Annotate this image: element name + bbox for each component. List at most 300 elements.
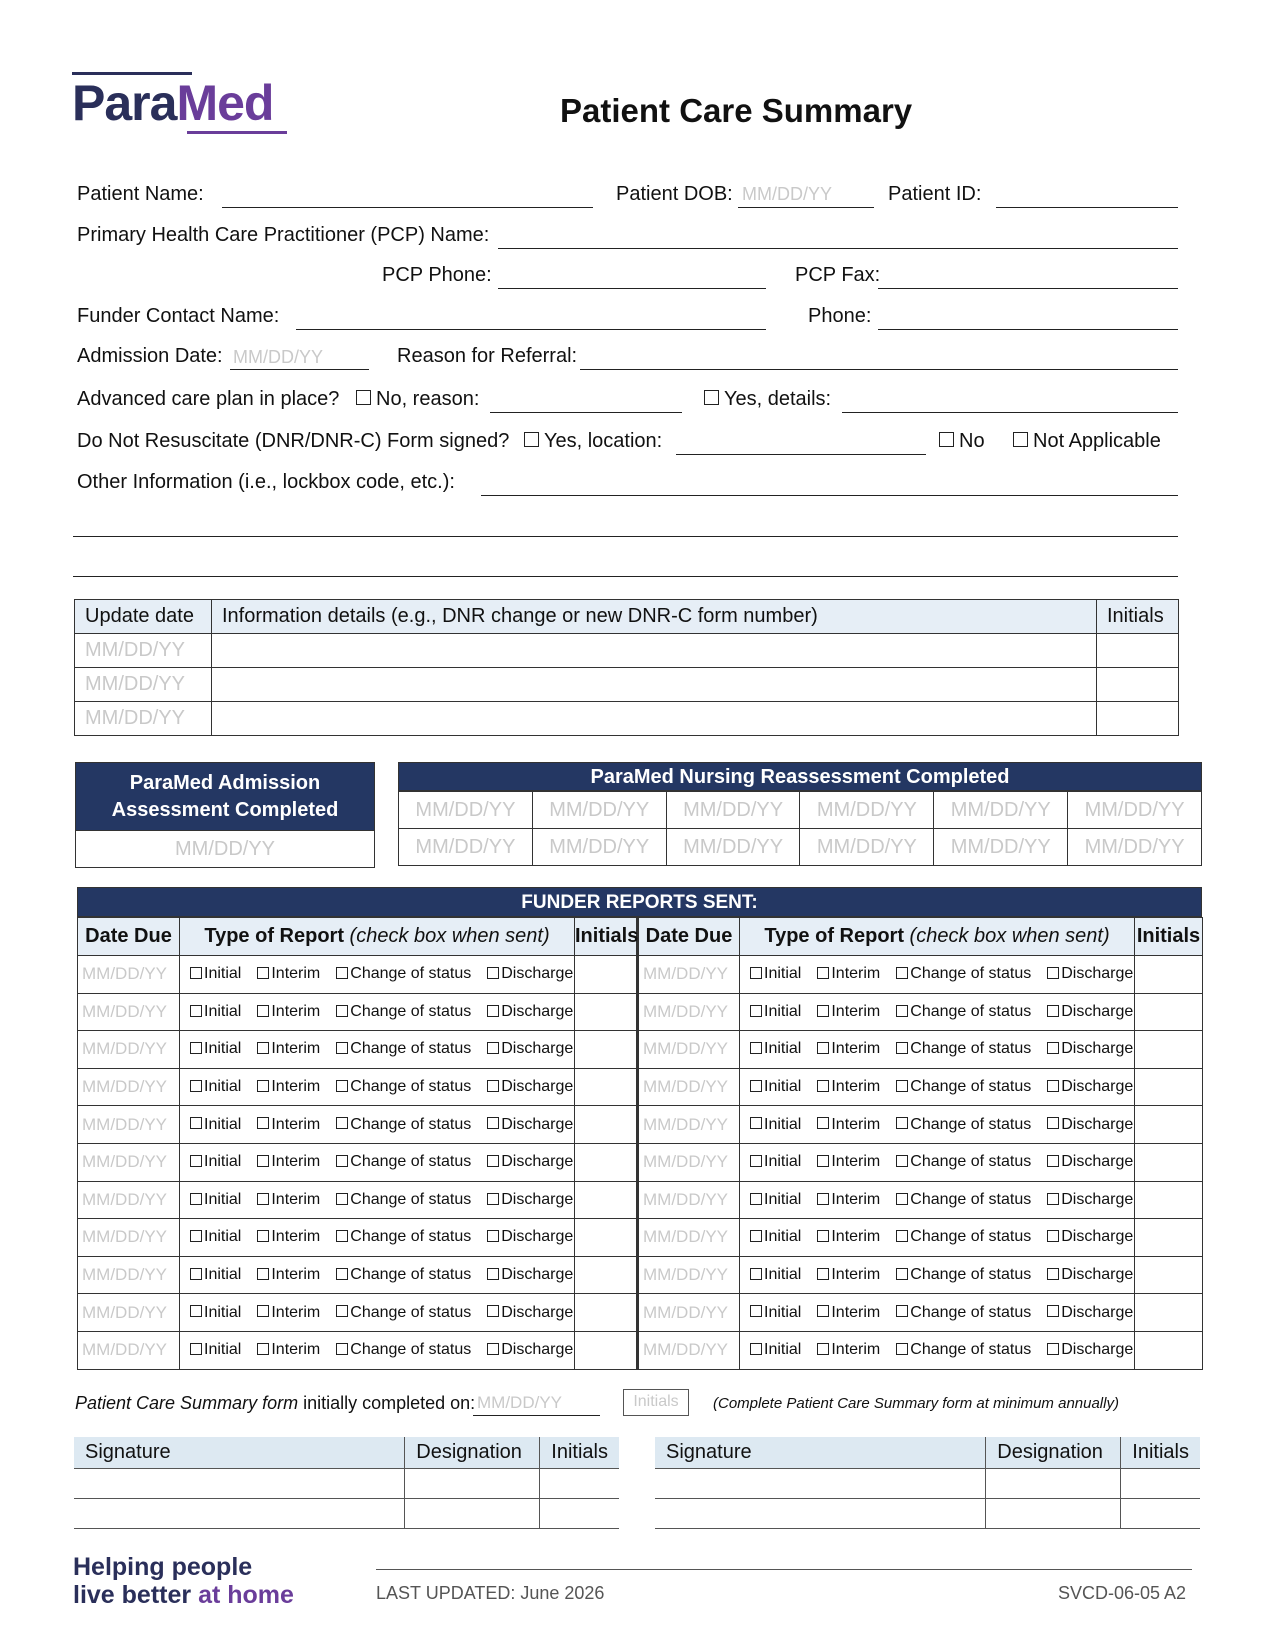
option-discharge[interactable] — [487, 1191, 573, 1209]
discharge-checkbox[interactable] — [1047, 1268, 1059, 1280]
discharge-checkbox[interactable] — [487, 1305, 499, 1317]
date-due-cell[interactable]: MM/DD/YY — [638, 956, 740, 994]
discharge-checkbox[interactable] — [1047, 1343, 1059, 1355]
interim-checkbox[interactable] — [257, 1005, 269, 1017]
option-discharge[interactable] — [1047, 1078, 1133, 1096]
update-date-cell[interactable]: MM/DD/YY — [75, 702, 212, 736]
option-change-of-status[interactable] — [896, 1116, 1031, 1134]
date-due-cell[interactable]: MM/DD/YY — [638, 1219, 740, 1257]
date-due-cell[interactable]: MM/DD/YY — [638, 1068, 740, 1106]
update-date-cell[interactable]: MM/DD/YY — [75, 668, 212, 702]
reassessment-date-cell[interactable]: MM/DD/YY — [934, 829, 1068, 866]
change-of-status-checkbox[interactable] — [896, 1305, 908, 1317]
reassessment-date-cell[interactable]: MM/DD/YY — [1068, 792, 1202, 829]
form-code: SVCD-06-05 A2 — [1058, 1583, 1187, 1603]
option-interim[interactable] — [257, 1003, 320, 1021]
completion-date-field[interactable]: MM/DD/YY — [477, 1393, 562, 1412]
option-change-of-status[interactable] — [336, 1040, 471, 1058]
option-initial[interactable] — [190, 1341, 241, 1359]
signature-cell[interactable] — [655, 1498, 986, 1528]
discharge-label: Discharge — [1061, 1040, 1134, 1058]
date-due-cell[interactable]: MM/DD/YY — [638, 1143, 740, 1181]
discharge-checkbox[interactable] — [487, 1155, 499, 1167]
initial-checkbox[interactable] — [750, 1305, 762, 1317]
funder-contact-field[interactable] — [296, 328, 766, 330]
phone-field[interactable] — [878, 328, 1178, 330]
discharge-checkbox[interactable] — [487, 967, 499, 979]
change-of-status-checkbox[interactable] — [336, 967, 348, 979]
discharge-checkbox[interactable] — [1047, 1193, 1059, 1205]
initial-checkbox[interactable] — [190, 1042, 202, 1054]
designation-cell[interactable] — [405, 1498, 540, 1528]
date-due-cell[interactable]: MM/DD/YY — [638, 993, 740, 1031]
funder-initials-cell[interactable] — [1135, 1068, 1203, 1106]
acp-yes-checkbox[interactable] — [704, 390, 719, 405]
tagline-line-2a: live better — [73, 1581, 199, 1609]
option-interim[interactable] — [257, 1341, 320, 1359]
initials-cell[interactable] — [540, 1468, 619, 1498]
option-initial[interactable] — [190, 1003, 241, 1021]
update-details-cell[interactable] — [212, 634, 1097, 668]
initial-label: Initial — [764, 1002, 802, 1020]
change-of-status-checkbox[interactable] — [896, 1268, 908, 1280]
option-discharge[interactable] — [1047, 1003, 1133, 1021]
date-due-cell[interactable]: MM/DD/YY — [638, 1031, 740, 1069]
initial-label: Initial — [764, 1153, 802, 1171]
change-of-status-checkbox[interactable] — [896, 1155, 908, 1167]
initials-cell[interactable] — [1121, 1498, 1200, 1528]
option-initial[interactable] — [750, 1040, 801, 1058]
option-initial[interactable] — [750, 1228, 801, 1246]
dnr-na-option[interactable] — [1013, 430, 1161, 453]
option-initial[interactable] — [750, 1266, 801, 1284]
option-initial[interactable] — [190, 1304, 241, 1322]
date-due-cell[interactable]: MM/DD/YY — [78, 1294, 180, 1332]
date-due-cell[interactable]: MM/DD/YY — [78, 956, 180, 994]
option-interim[interactable] — [817, 1003, 880, 1021]
option-interim[interactable] — [257, 1040, 320, 1058]
designation-cell[interactable] — [986, 1498, 1121, 1528]
discharge-checkbox[interactable] — [487, 1042, 499, 1054]
option-change-of-status[interactable] — [896, 1191, 1031, 1209]
option-initial[interactable] — [750, 1078, 801, 1096]
option-initial[interactable] — [190, 1078, 241, 1096]
report-type-cell — [180, 1219, 575, 1257]
discharge-checkbox[interactable] — [1047, 967, 1059, 979]
funder-initials-cell[interactable] — [575, 1219, 638, 1257]
discharge-checkbox[interactable] — [1047, 1042, 1059, 1054]
discharge-checkbox[interactable] — [487, 1230, 499, 1242]
last-updated: LAST UPDATED: June 2026 — [376, 1583, 605, 1603]
funder-initials-cell[interactable] — [1135, 1143, 1203, 1181]
interim-checkbox[interactable] — [257, 1305, 269, 1317]
update-date-cell[interactable]: MM/DD/YY — [75, 634, 212, 668]
option-initial[interactable] — [190, 1228, 241, 1246]
change-of-status-checkbox[interactable] — [896, 1042, 908, 1054]
initial-checkbox[interactable] — [750, 1117, 762, 1129]
option-interim[interactable] — [817, 1078, 880, 1096]
discharge-checkbox[interactable] — [487, 1117, 499, 1129]
date-due-cell[interactable]: MM/DD/YY — [78, 993, 180, 1031]
option-change-of-status[interactable] — [896, 1003, 1031, 1021]
option-interim[interactable] — [257, 965, 320, 983]
table-row — [655, 1468, 1200, 1498]
initial-checkbox[interactable] — [750, 1268, 762, 1280]
interim-label: Interim — [271, 965, 321, 983]
change-of-status-checkbox[interactable] — [336, 1230, 348, 1242]
option-change-of-status[interactable] — [336, 1078, 471, 1096]
dnr-location-field[interactable] — [676, 453, 926, 455]
admission-line-1: ParaMed Admission — [129, 772, 321, 794]
discharge-label: Discharge — [501, 1266, 574, 1284]
date-due-cell[interactable]: MM/DD/YY — [638, 1256, 740, 1294]
initial-checkbox[interactable] — [190, 1193, 202, 1205]
option-change-of-status[interactable] — [896, 1228, 1031, 1246]
funder-initials-cell[interactable] — [1135, 1219, 1203, 1257]
change-of-status-checkbox[interactable] — [896, 1193, 908, 1205]
admission-assessment-date[interactable]: MM/DD/YY — [76, 830, 374, 867]
option-initial[interactable] — [750, 1003, 801, 1021]
funder-initials-header — [575, 918, 638, 956]
dnr-yes-option[interactable] — [524, 430, 662, 453]
acp-yes-option[interactable] — [704, 388, 831, 411]
option-initial[interactable] — [750, 1116, 801, 1134]
discharge-checkbox[interactable] — [487, 1193, 499, 1205]
table-row — [78, 956, 1203, 994]
initial-checkbox[interactable] — [750, 967, 762, 979]
interim-checkbox[interactable] — [257, 967, 269, 979]
update-details-cell[interactable] — [212, 702, 1097, 736]
dnr-no-option[interactable] — [939, 430, 985, 453]
option-change-of-status[interactable] — [336, 1003, 471, 1021]
designation-cell[interactable] — [986, 1468, 1121, 1498]
funder-initials-cell[interactable] — [575, 1331, 638, 1369]
option-change-of-status[interactable] — [336, 1153, 471, 1171]
date-due-cell[interactable]: MM/DD/YY — [78, 1143, 180, 1181]
option-change-of-status[interactable] — [896, 1266, 1031, 1284]
initial-checkbox[interactable] — [750, 1230, 762, 1242]
initial-checkbox[interactable] — [750, 1005, 762, 1017]
change-of-status-checkbox[interactable] — [896, 967, 908, 979]
initial-checkbox[interactable] — [190, 967, 202, 979]
interim-checkbox[interactable] — [817, 1080, 829, 1092]
date-due-cell[interactable]: MM/DD/YY — [78, 1256, 180, 1294]
date-due-cell[interactable]: MM/DD/YY — [638, 1294, 740, 1332]
admission-date-field[interactable]: MM/DD/YY — [233, 347, 323, 367]
funder-initials-cell[interactable] — [1135, 1181, 1203, 1219]
option-discharge[interactable] — [1047, 965, 1133, 983]
option-discharge[interactable] — [487, 1078, 573, 1096]
option-change-of-status[interactable] — [896, 1040, 1031, 1058]
option-interim[interactable] — [817, 1341, 880, 1359]
option-interim[interactable] — [817, 1191, 880, 1209]
reassessment-date-cell[interactable]: MM/DD/YY — [532, 829, 666, 866]
initial-checkbox[interactable] — [190, 1268, 202, 1280]
option-change-of-status[interactable] — [896, 1304, 1031, 1322]
initial-checkbox[interactable] — [750, 1080, 762, 1092]
interim-checkbox[interactable] — [817, 1230, 829, 1242]
option-discharge[interactable] — [1047, 1304, 1133, 1322]
acp-yes-label: Yes, details: — [724, 388, 832, 410]
date-due-cell[interactable]: MM/DD/YY — [638, 1331, 740, 1369]
option-change-of-status[interactable] — [336, 1116, 471, 1134]
initial-checkbox[interactable] — [750, 1343, 762, 1355]
initials-cell[interactable] — [540, 1498, 619, 1528]
pcp-phone-field[interactable] — [498, 287, 766, 289]
interim-checkbox[interactable] — [257, 1230, 269, 1242]
change-of-status-checkbox[interactable] — [896, 1230, 908, 1242]
acp-no-option[interactable] — [356, 388, 479, 411]
initials-cell[interactable] — [1121, 1468, 1200, 1498]
discharge-checkbox[interactable] — [487, 1268, 499, 1280]
date-due-cell[interactable]: MM/DD/YY — [78, 1068, 180, 1106]
patient-dob-field[interactable]: MM/DD/YY — [742, 184, 832, 204]
option-change-of-status[interactable] — [336, 1341, 471, 1359]
other-info-field[interactable] — [481, 494, 1178, 496]
date-due-cell[interactable]: MM/DD/YY — [78, 1106, 180, 1144]
table-row — [399, 792, 1202, 829]
option-interim[interactable] — [817, 1153, 880, 1171]
date-due-cell[interactable]: MM/DD/YY — [78, 1331, 180, 1369]
interim-checkbox[interactable] — [817, 1117, 829, 1129]
change-of-status-checkbox[interactable] — [336, 1117, 348, 1129]
option-change-of-status[interactable] — [336, 965, 471, 983]
change-of-status-checkbox[interactable] — [336, 1042, 348, 1054]
change-of-status-checkbox[interactable] — [336, 1005, 348, 1017]
change-of-status-checkbox[interactable] — [896, 1343, 908, 1355]
reassessment-date-cell[interactable]: MM/DD/YY — [666, 829, 800, 866]
option-discharge[interactable] — [487, 1304, 573, 1322]
update-details-cell[interactable] — [212, 668, 1097, 702]
discharge-checkbox[interactable] — [1047, 1305, 1059, 1317]
initial-checkbox[interactable] — [190, 1080, 202, 1092]
option-change-of-status[interactable] — [336, 1191, 471, 1209]
acp-no-checkbox[interactable] — [356, 390, 371, 405]
interim-checkbox[interactable] — [817, 1193, 829, 1205]
option-initial[interactable] — [190, 965, 241, 983]
option-discharge[interactable] — [487, 1040, 573, 1058]
patient-id-field[interactable] — [996, 206, 1178, 208]
option-interim[interactable] — [257, 1191, 320, 1209]
reason-referral-field[interactable] — [580, 368, 1178, 370]
change-of-status-checkbox[interactable] — [336, 1193, 348, 1205]
funder-initials-cell[interactable] — [575, 1031, 638, 1069]
reassessment-date-cell[interactable]: MM/DD/YY — [934, 792, 1068, 829]
funder-initials-cell[interactable] — [1135, 1256, 1203, 1294]
option-discharge[interactable] — [1047, 1191, 1133, 1209]
initial-checkbox[interactable] — [190, 1230, 202, 1242]
reassessment-date-cell[interactable]: MM/DD/YY — [399, 792, 533, 829]
option-discharge[interactable] — [1047, 1116, 1133, 1134]
dnr-no-checkbox[interactable] — [939, 432, 954, 447]
completion-initials-box[interactable]: Initials — [623, 1389, 689, 1416]
initial-checkbox[interactable] — [190, 1305, 202, 1317]
option-change-of-status[interactable] — [336, 1228, 471, 1246]
funder-initials-cell[interactable] — [1135, 1106, 1203, 1144]
option-interim[interactable] — [257, 1116, 320, 1134]
option-interim[interactable] — [257, 1228, 320, 1246]
change-of-status-checkbox[interactable] — [336, 1155, 348, 1167]
change-of-status-label: Change of status — [910, 1078, 1032, 1096]
dnr-yes-checkbox[interactable] — [524, 432, 539, 447]
reassessment-date-cell[interactable]: MM/DD/YY — [532, 792, 666, 829]
option-initial[interactable] — [190, 1266, 241, 1284]
patient-name-field[interactable] — [222, 206, 593, 208]
funder-initials-cell[interactable] — [575, 993, 638, 1031]
option-initial[interactable] — [190, 1116, 241, 1134]
interim-checkbox[interactable] — [817, 1042, 829, 1054]
option-discharge[interactable] — [1047, 1341, 1133, 1359]
option-discharge[interactable] — [487, 1003, 573, 1021]
option-initial[interactable] — [190, 1153, 241, 1171]
pcp-fax-field[interactable] — [878, 287, 1178, 289]
reassessment-date-cell[interactable]: MM/DD/YY — [800, 792, 934, 829]
date-due-cell[interactable]: MM/DD/YY — [638, 1106, 740, 1144]
funder-initials-cell[interactable] — [1135, 1294, 1203, 1332]
signature-cell[interactable] — [655, 1468, 986, 1498]
update-initials-cell[interactable] — [1097, 634, 1179, 668]
interim-label: Interim — [831, 1190, 881, 1208]
change-of-status-checkbox[interactable] — [896, 1080, 908, 1092]
change-of-status-checkbox[interactable] — [336, 1268, 348, 1280]
funder-initials-cell[interactable] — [575, 1256, 638, 1294]
initial-checkbox[interactable] — [190, 1117, 202, 1129]
interim-checkbox[interactable] — [817, 1305, 829, 1317]
dnr-na-checkbox[interactable] — [1013, 432, 1028, 447]
initial-checkbox[interactable] — [190, 1343, 202, 1355]
option-interim[interactable] — [257, 1266, 320, 1284]
option-discharge[interactable] — [487, 1116, 573, 1134]
option-change-of-status[interactable] — [896, 1078, 1031, 1096]
interim-checkbox[interactable] — [257, 1117, 269, 1129]
signature-cell[interactable] — [74, 1468, 405, 1498]
reassessment-date-cell[interactable]: MM/DD/YY — [666, 792, 800, 829]
update-initials-cell[interactable] — [1097, 702, 1179, 736]
interim-checkbox[interactable] — [817, 1155, 829, 1167]
option-interim[interactable] — [257, 1078, 320, 1096]
option-discharge[interactable] — [487, 1341, 573, 1359]
initial-checkbox[interactable] — [750, 1155, 762, 1167]
funder-initials-cell[interactable] — [575, 956, 638, 994]
option-change-of-status[interactable] — [896, 965, 1031, 983]
initial-checkbox[interactable] — [190, 1005, 202, 1017]
funder-initials-cell[interactable] — [575, 1068, 638, 1106]
date-due-cell[interactable]: MM/DD/YY — [78, 1181, 180, 1219]
option-discharge[interactable] — [487, 1153, 573, 1171]
change-of-status-checkbox[interactable] — [336, 1305, 348, 1317]
initial-checkbox[interactable] — [750, 1042, 762, 1054]
funder-initials-cell[interactable] — [1135, 1331, 1203, 1369]
option-interim[interactable] — [817, 1116, 880, 1134]
option-initial[interactable] — [750, 1153, 801, 1171]
discharge-checkbox[interactable] — [1047, 1117, 1059, 1129]
discharge-checkbox[interactable] — [1047, 1155, 1059, 1167]
interim-checkbox[interactable] — [257, 1155, 269, 1167]
funder-initials-cell[interactable] — [575, 1106, 638, 1144]
funder-initials-cell[interactable] — [1135, 956, 1203, 994]
option-discharge[interactable] — [487, 1228, 573, 1246]
interim-checkbox[interactable] — [817, 1268, 829, 1280]
option-initial[interactable] — [190, 1040, 241, 1058]
funder-initials-cell[interactable] — [1135, 1031, 1203, 1069]
date-due-cell[interactable]: MM/DD/YY — [78, 1219, 180, 1257]
funder-initials-cell[interactable] — [575, 1294, 638, 1332]
date-due-cell[interactable]: MM/DD/YY — [638, 1181, 740, 1219]
change-of-status-checkbox[interactable] — [896, 1117, 908, 1129]
option-interim[interactable] — [817, 1304, 880, 1322]
option-initial[interactable] — [750, 965, 801, 983]
interim-checkbox[interactable] — [257, 1080, 269, 1092]
change-of-status-checkbox[interactable] — [336, 1080, 348, 1092]
designation-cell[interactable] — [405, 1468, 540, 1498]
discharge-checkbox[interactable] — [1047, 1005, 1059, 1017]
interim-checkbox[interactable] — [257, 1343, 269, 1355]
discharge-checkbox[interactable] — [1047, 1080, 1059, 1092]
discharge-checkbox[interactable] — [487, 1005, 499, 1017]
option-initial[interactable] — [750, 1304, 801, 1322]
option-change-of-status[interactable] — [896, 1341, 1031, 1359]
option-interim[interactable] — [817, 1040, 880, 1058]
funder-initials-cell[interactable] — [575, 1181, 638, 1219]
option-initial[interactable] — [750, 1191, 801, 1209]
funder-initials-cell[interactable] — [575, 1143, 638, 1181]
pcp-name-field[interactable] — [498, 247, 1178, 249]
option-interim[interactable] — [817, 1228, 880, 1246]
interim-checkbox[interactable] — [817, 1005, 829, 1017]
option-change-of-status[interactable] — [336, 1304, 471, 1322]
update-initials-cell[interactable] — [1097, 668, 1179, 702]
initial-checkbox[interactable] — [750, 1193, 762, 1205]
option-discharge[interactable] — [1047, 1153, 1133, 1171]
date-due-cell[interactable]: MM/DD/YY — [78, 1031, 180, 1069]
option-initial[interactable] — [190, 1191, 241, 1209]
funder-initials-cell[interactable] — [1135, 993, 1203, 1031]
discharge-checkbox[interactable] — [487, 1080, 499, 1092]
discharge-checkbox[interactable] — [487, 1343, 499, 1355]
other-info-line-3[interactable] — [73, 575, 1178, 577]
change-of-status-checkbox[interactable] — [896, 1005, 908, 1017]
option-interim[interactable] — [817, 965, 880, 983]
initial-checkbox[interactable] — [190, 1155, 202, 1167]
interim-checkbox[interactable] — [817, 967, 829, 979]
option-interim[interactable] — [817, 1266, 880, 1284]
option-change-of-status[interactable] — [336, 1266, 471, 1284]
option-discharge[interactable] — [1047, 1266, 1133, 1284]
option-interim[interactable] — [257, 1304, 320, 1322]
interim-checkbox[interactable] — [257, 1193, 269, 1205]
acp-yes-details-field[interactable] — [842, 411, 1178, 413]
signature-cell[interactable] — [74, 1498, 405, 1528]
discharge-checkbox[interactable] — [1047, 1230, 1059, 1242]
reassessment-date-cell[interactable]: MM/DD/YY — [399, 829, 533, 866]
option-interim[interactable] — [257, 1153, 320, 1171]
interim-checkbox[interactable] — [257, 1268, 269, 1280]
change-of-status-checkbox[interactable] — [336, 1343, 348, 1355]
interim-checkbox[interactable] — [817, 1343, 829, 1355]
option-discharge[interactable] — [1047, 1228, 1133, 1246]
acp-no-reason-field[interactable] — [490, 411, 682, 413]
reassessment-date-cell[interactable]: MM/DD/YY — [1068, 829, 1202, 866]
option-discharge[interactable] — [1047, 1040, 1133, 1058]
reassessment-date-cell[interactable]: MM/DD/YY — [800, 829, 934, 866]
option-change-of-status[interactable] — [896, 1153, 1031, 1171]
interim-checkbox[interactable] — [257, 1042, 269, 1054]
option-initial[interactable] — [750, 1341, 801, 1359]
option-discharge[interactable] — [487, 965, 573, 983]
option-discharge[interactable] — [487, 1266, 573, 1284]
type-report-label: Type of Report — [204, 925, 344, 947]
other-info-line-2[interactable] — [73, 535, 1178, 537]
